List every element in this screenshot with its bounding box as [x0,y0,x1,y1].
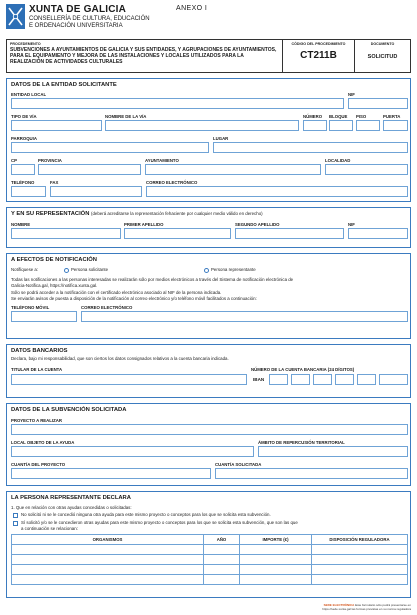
local-input[interactable] [11,446,254,457]
localidad-input[interactable] [325,164,408,175]
field-label: NOMBRE [11,222,31,227]
declaration-section [6,491,411,598]
field-label: LOCALIDAD [325,158,351,163]
ambito-input[interactable] [258,446,408,457]
primer-apellido-input[interactable] [124,228,231,239]
table-cell[interactable] [312,575,408,585]
lugar-input[interactable] [213,142,408,153]
checkbox-no-solicito[interactable] [13,513,18,518]
table-cell[interactable] [240,575,312,585]
cp-input[interactable] [11,164,35,175]
telefono-input[interactable] [11,186,46,197]
representative-section [6,207,411,248]
field-label: AYUNTAMIENTO [145,158,179,163]
nif-input[interactable] [348,98,408,109]
field-label: SEGUNDO APELLIDO [235,222,280,227]
field-label: PARROQUIA [11,136,37,141]
nombre-via-input[interactable] [105,120,299,131]
iban-box[interactable] [313,374,332,385]
field-label: NÚMERO DE LA CUENTA BANCARIA (24 DÍGITOS) [251,367,355,372]
ayuntamiento-input[interactable] [145,164,321,175]
table-cell[interactable] [240,565,312,575]
iban-box[interactable] [379,374,408,385]
col-header: IMPORTE (€) [240,535,312,545]
org-name: XUNTA DE GALICIA [29,4,127,15]
entidad-local-input[interactable] [11,98,344,109]
field-label: PROYECTO A REALIZAR [11,418,62,423]
radio-solicitante[interactable] [64,268,69,273]
footer-note [322,603,411,611]
table-cell[interactable] [204,555,240,565]
field-label: NIF [348,92,355,97]
col-header: ORGANISMOS [12,535,204,545]
org-department: CONSELLERÍA DE CULTURA, EDUCACIÓN E ORDENACIÓN UNIVERSITARIA [29,16,150,29]
section-title: A EFECTOS DE NOTIFICACIÓN [11,257,97,263]
declaration-item: 1. Que en relación con otras ayudas concedidas o solicitadas: [11,505,132,510]
checkbox-label: Sí solicitó y/o se le concedieron otras ayudas para este mismo proyecto o conceptos para los que se solicita esta subvención, que son las que [21,520,298,525]
xunta-logo [6,4,25,29]
bank-declaration: Declara, bajo mi responsabilidad, que son ciertos los datos consignados relativos a la cuenta bancaria indicada. [11,356,229,361]
field-label: NIF [348,222,355,227]
iban-label: IBAN [253,377,265,382]
radio-label: Persona solicitante [71,267,109,272]
field-label: ÁMBITO DE REPERCUSIÓN TERRITORIAL [258,440,345,445]
table-cell[interactable] [204,565,240,575]
puerta-input[interactable] [383,120,408,131]
section-title: DATOS BANCARIOS [11,348,68,354]
table-cell[interactable] [204,575,240,585]
document-type: SOLICITUD [367,54,398,60]
notice-text: Sólo se podrá acceder a la notificación con el certificado electrónico asociado al NIF de la persona indicada. [11,290,222,295]
rep-nif-input[interactable] [348,228,408,239]
bloque-input[interactable] [329,120,353,131]
field-label: CORREO ELECTRÓNICO [146,180,198,185]
fax-input[interactable] [50,186,142,197]
procedure-code: CT211B [300,50,337,61]
footer-text: https://sede.xunta.gal las formas previstas en su norma reguladora [322,607,411,611]
field-label: CUANTÍA DEL PROYECTO [11,462,66,467]
table-cell[interactable] [12,565,204,575]
field-label: FAX [50,180,59,185]
bank-section [6,344,411,398]
field-label: CUANTÍA SOLICITADA [215,462,262,467]
table-cell[interactable] [312,545,408,555]
col-header: DISPOSICIÓN REGULADORA [312,535,408,545]
cuantia-solicitada-input[interactable] [215,468,408,479]
field-label: NOMBRE DE LA VÍA [105,114,147,119]
field-label: PUERTA [383,114,401,119]
numero-input[interactable] [303,120,327,131]
annex-label: ANEXO I [176,5,208,12]
checkbox-si-solicito[interactable] [13,521,18,526]
proyecto-input[interactable] [11,424,408,435]
table-cell[interactable] [312,565,408,575]
footer-highlight: SEDE ELECTRÓNICA [323,603,355,607]
section-title: DATOS DE LA ENTIDAD SOLICITANTE [11,82,117,88]
iban-box[interactable] [269,374,288,385]
field-label: ENTIDAD LOCAL [11,92,47,97]
field-label: CP [11,158,17,163]
field-label: TELÉFONO [11,180,35,185]
field-label: NÚMERO [303,114,323,119]
procedure-label: PROCEDEMENTO [10,42,41,46]
field-label: TITULAR DE LA CUENTA [11,367,63,372]
table-cell[interactable] [12,575,204,585]
table-row [12,545,408,555]
document-label: DOCUMENTO [370,42,395,46]
section-title: DATOS DE LA SUBVENCIÓN SOLICITADA [11,407,127,413]
tipo-via-input[interactable] [11,120,102,131]
table-row [12,575,408,585]
field-label: CORREO ELECTRÓNICO [81,305,133,310]
section-title: Y EN SU REPRESENTACIÓN (deberá acreditarse la representación fehaciente por cualquier medio válido en derecho) [11,211,263,217]
field-label: PROVINCIA [38,158,62,163]
notice-text: Todas las notificaciones a las personas interesadas se realizarán sólo por medios electrónicos a través del Sistema de notificación electrónica de [11,277,294,282]
section-title: LA PERSONA REPRESENTANTE DECLARA [11,495,131,501]
field-label: TIPO DE VÍA [11,114,37,119]
field-label: PRIMER APELLIDO [124,222,164,227]
provincia-input[interactable] [38,164,141,175]
field-label: LOCAL OBJETO DE LA AYUDA [11,440,75,445]
notice-text: Galicia-Notifica.gal, https://notifica.xunta.gal. [11,283,98,288]
notify-label: Notifíquese a: [11,267,39,272]
table-cell[interactable] [12,545,204,555]
segundo-apellido-input[interactable] [235,228,344,239]
section-note: (deberá acreditarse la representación fehaciente por cualquier medio válido en derecho) [91,211,263,216]
table-cell[interactable] [12,555,204,565]
field-label: LUGAR [213,136,229,141]
field-label: PISO [356,114,367,119]
table-cell[interactable] [240,545,312,555]
notice-text: Se enviarán avisos de puesta a disposición de la notificación al correo electrónico y/o teléfono móvil facilitados a continuación: [11,296,257,301]
iban-box[interactable] [291,374,310,385]
table-cell[interactable] [204,545,240,555]
correo-input[interactable] [146,186,408,197]
cuantia-proyecto-input[interactable] [11,468,211,479]
iban-box[interactable] [357,374,376,385]
radio-representante[interactable] [204,268,209,273]
checkbox-label: No solicitó ni se le concedió ninguna otra ayuda para este mismo proyecto o conceptos para los que se solicita esta subvención. [21,512,271,517]
notification-section [6,253,411,339]
procedure-header [6,39,411,73]
notif-correo-input[interactable] [81,311,408,322]
subsidy-section [6,403,411,486]
table-cell[interactable] [240,555,312,565]
field-label: BLOQUE [329,114,348,119]
titular-input[interactable] [11,374,247,385]
telefono-movil-input[interactable] [11,311,77,322]
radio-label: Persona representante [211,267,256,272]
col-header: AÑO [204,535,240,545]
table-cell[interactable] [312,555,408,565]
entity-section [6,78,411,202]
nombre-input[interactable] [11,228,121,239]
procedure-code-label: CÓDIGO DEL PROCEDIMIENTO [291,42,346,46]
piso-input[interactable] [356,120,380,131]
other-aids-table [11,534,408,585]
checkbox-label: a continuación se relacionan: [21,526,78,531]
footer-text: Este formulario sólo podrá presentarse en [355,603,411,607]
procedure-text: SUBVENCIONES A AYUNTAMIENTOS DE GALICIA Y SUS ENTIDADES, Y AGRUPACIONES DE AYUNTAMIENTOS, PARA EL EQUIPAMIENTO Y MEJORA DE LAS INSTALACIONES Y LOCALES UTILIZADOS PARA LA REALIZACIÓN DE ACTIVIDADES CULTURALES [10,47,277,66]
iban-box[interactable] [335,374,354,385]
table-row [12,555,408,565]
table-row [12,565,408,575]
parroquia-input[interactable] [11,142,209,153]
field-label: TELÉFONO MÓVIL [11,305,50,310]
